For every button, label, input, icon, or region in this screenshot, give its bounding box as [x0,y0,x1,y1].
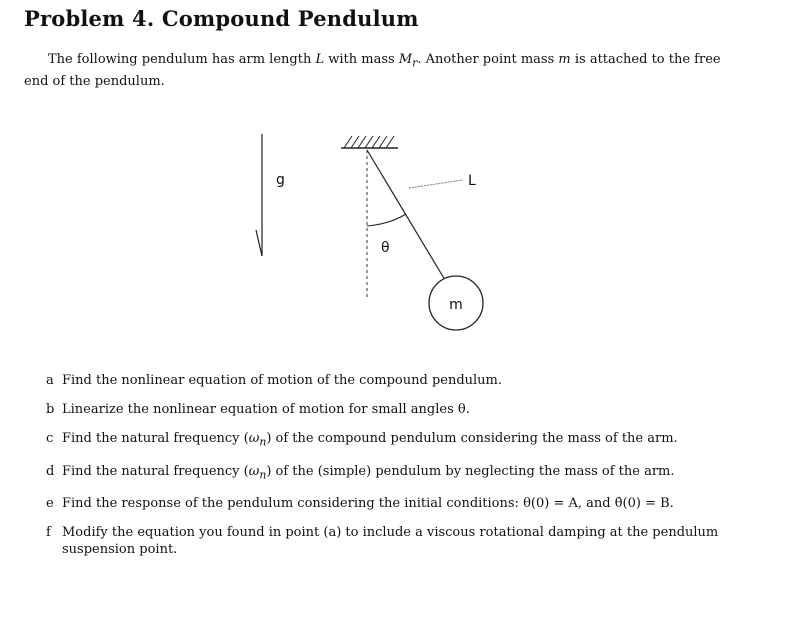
gravity-label: g [276,172,285,188]
intro-text-4: is attached to the free [570,52,721,67]
question-text-end: ) of the (simple) pendulum by neglecting the mass of the arm. [266,463,675,479]
problem-title: Problem 4. Compound Pendulum [24,6,419,31]
question-letter: d [46,463,55,479]
question-d [46,463,746,484]
omega-symbol: ω [248,431,260,446]
intro-var-M-sub: r [412,56,418,70]
question-b [46,401,746,418]
omega-subscript: n [259,468,267,482]
intro-var-m: m [558,52,571,67]
mass-label: m [449,297,463,313]
question-text-start: Find the natural frequency ( [62,463,249,479]
intro-var-M: M [398,52,413,67]
question-a [46,372,746,389]
angle-arc [367,214,406,226]
question-c [46,430,746,451]
question-f [46,524,746,558]
question-text-end: ) of the compound pendulum considering the mass of the arm. [266,431,678,446]
question-text: Find the nonlinear equation of motion of the compound pendulum. [62,373,503,388]
question-letter: c [46,431,54,446]
omega-subscript: n [259,435,267,449]
question-letter: a [46,373,54,388]
question-letter: b [46,402,55,417]
question-text-start: Find the natural frequency ( [62,431,249,446]
pendulum-diagram [240,118,520,343]
problem-intro [24,51,744,91]
omega-symbol: ω [248,463,260,479]
intro-var-L: L [315,52,325,67]
ceiling-support [341,136,398,148]
intro-text-3: . Another point mass [417,52,559,67]
intro-text-1: The following pendulum has arm length [48,52,316,67]
intro-line-2: end of the pendulum. [24,73,165,89]
angle-label: θ [381,240,390,256]
question-e [46,495,746,512]
question-text: Linearize the nonlinear equation of motion for small angles θ. [62,402,470,417]
gravity-arrow [256,134,262,256]
length-leader-line [409,180,463,188]
length-label: L [468,173,476,189]
question-letter: f [46,525,51,541]
question-letter: e [46,496,54,512]
question-list [46,372,746,570]
pendulum-figure [240,118,520,343]
intro-text-2: with mass [324,52,399,67]
question-text: Modify the equation you found in point (a) to include a viscous rotational damping at the pendulum suspension point. [62,525,719,558]
pendulum-arm [367,150,445,280]
question-text: Find the response of the pendulum considering the initial conditions: θ(0) = A, and θ̇(0) = B. [62,496,674,512]
